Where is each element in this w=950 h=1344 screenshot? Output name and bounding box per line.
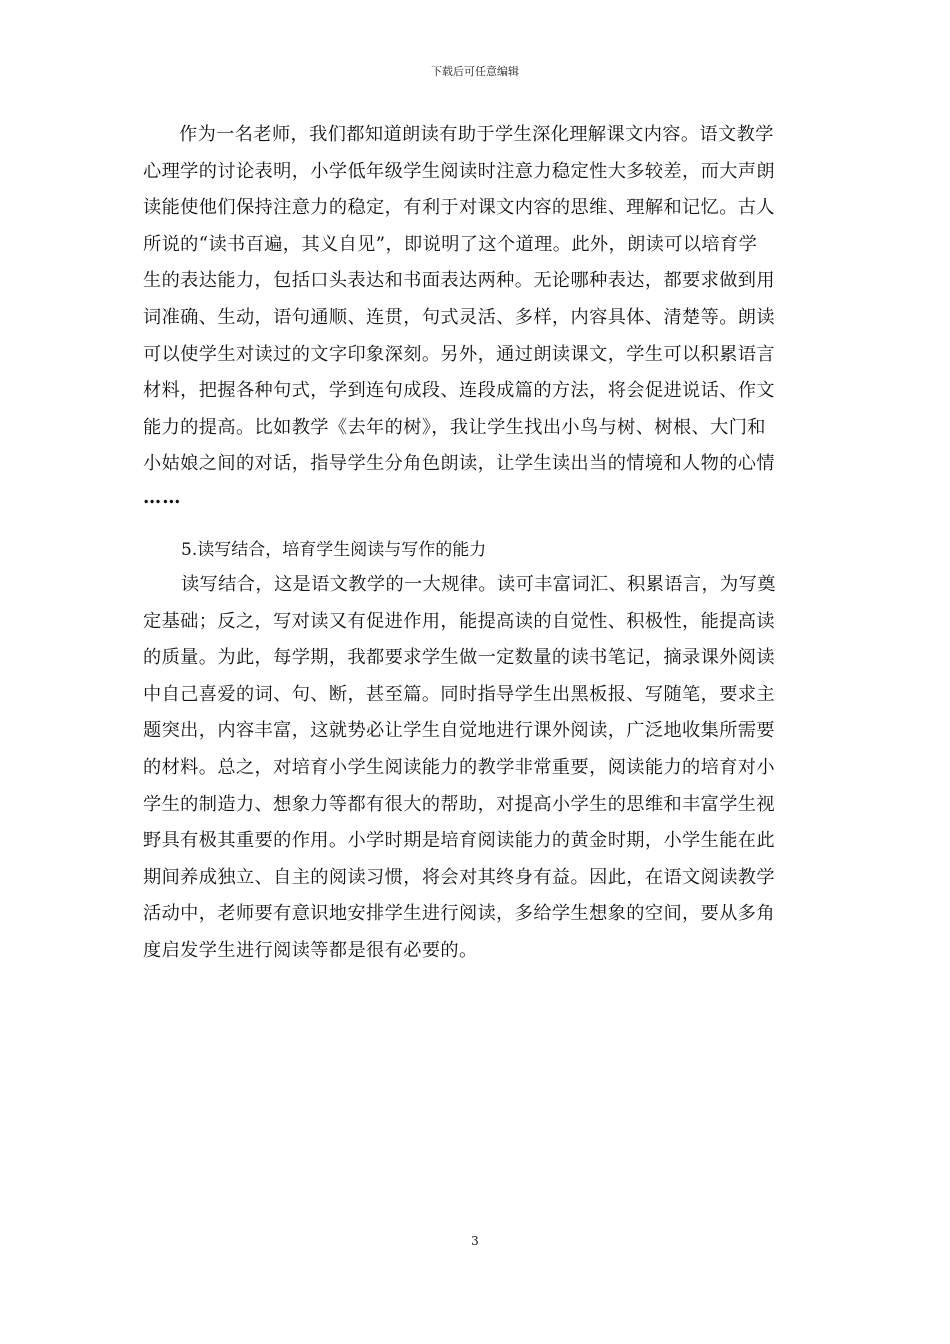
paragraph-line: 读写结合，这是语文教学的一大规律。读可丰富词汇、积累语言，为写奠 xyxy=(181,574,776,595)
paragraph-line: 小姑娘之间的对话，指导学生分角色朗读，让学生读出当的情境和人物的心情 xyxy=(143,453,775,475)
paragraph-reading-aloud xyxy=(143,117,808,513)
section-heading: 5.读写结合，培育学生阅读与写作的能力 xyxy=(181,540,487,560)
paragraph-line: 所说的“读书百遍，其义自见”，即说明了这个道理。此外，朗读可以培育学 xyxy=(143,233,758,255)
paragraph-line: 期间养成独立、自主的阅读习惯，将会对其终身有益。因此，在语文阅读教学 xyxy=(143,866,775,888)
paragraph-line: 定基础；反之，写对读又有促进作用，能提高读的自觉性、积极性，能提高读 xyxy=(143,610,775,632)
paragraph-line: 可以使学生对读过的文字印象深刻。另外，通过朗读课文，学生可以积累语言 xyxy=(143,343,775,365)
paragraph-line: 读能使他们保持注意力的稳定，有利于对课文内容的思维、理解和记忆。古人 xyxy=(143,197,775,219)
paragraph-line: 中自己喜爱的词、句、断，甚至篇。同时指导学生出黑板报、写随笔，要求主 xyxy=(143,683,775,705)
paragraph-line: 词准确、生动，语句通顺、连贯，句式灵活、多样，内容具体、清楚等。朗读 xyxy=(143,306,775,328)
paragraph-body xyxy=(143,117,808,513)
paragraph-ellipsis: …… xyxy=(143,486,182,508)
paragraph-body xyxy=(143,567,808,970)
paragraph-line: 的质量。为此，每学期，我都要求学生做一定数量的读书笔记，摘录课外阅读 xyxy=(143,647,775,669)
paragraph-line: 度启发学生进行阅读等都是很有必要的。 xyxy=(143,939,478,961)
paragraph-line: 野具有极其重要的作用。小学时期是培育阅读能力的黄金时期，小学生能在此 xyxy=(143,830,775,852)
paragraph-line: 的材料。总之，对培育小学生阅读能力的教学非常重要，阅读能力的培育对小 xyxy=(143,756,775,778)
page-header: 下载后可任意编辑 xyxy=(431,65,519,78)
paragraph-line: 材料，把握各种句式，学到连句成段、连段成篇的方法，将会促进说话、作文 xyxy=(143,380,775,402)
paragraph-line: 心理学的讨论表明，小学低年级学生阅读时注意力稳定性大多较差，而大声朗 xyxy=(143,160,775,182)
section-heading-block xyxy=(143,530,808,570)
paragraph-line: 能力的提高。比如教学《去年的树》，我让学生找出小鸟与树、树根、大门和 xyxy=(143,416,766,438)
paragraph-line: 生的表达能力，包括口头表达和书面表达两种。无论哪种表达，都要求做到用 xyxy=(143,270,775,292)
paragraph-reading-writing xyxy=(143,567,808,970)
paragraph-line: 作为一名老师，我们都知道朗读有助于学生深化理解课文内容。语文教学 xyxy=(179,124,774,145)
paragraph-line: 学生的制造力、想象力等都有很大的帮助，对提高小学生的思维和丰富学生视 xyxy=(143,793,775,815)
paragraph-line: 活动中，老师要有意识地安排学生进行阅读，多给学生想象的空间，要从多角 xyxy=(143,903,775,925)
paragraph-line: 题突出，内容丰富，这就势必让学生自觉地进行课外阅读，广泛地收集所需要 xyxy=(143,720,775,742)
page-number: 3 xyxy=(471,1234,479,1248)
